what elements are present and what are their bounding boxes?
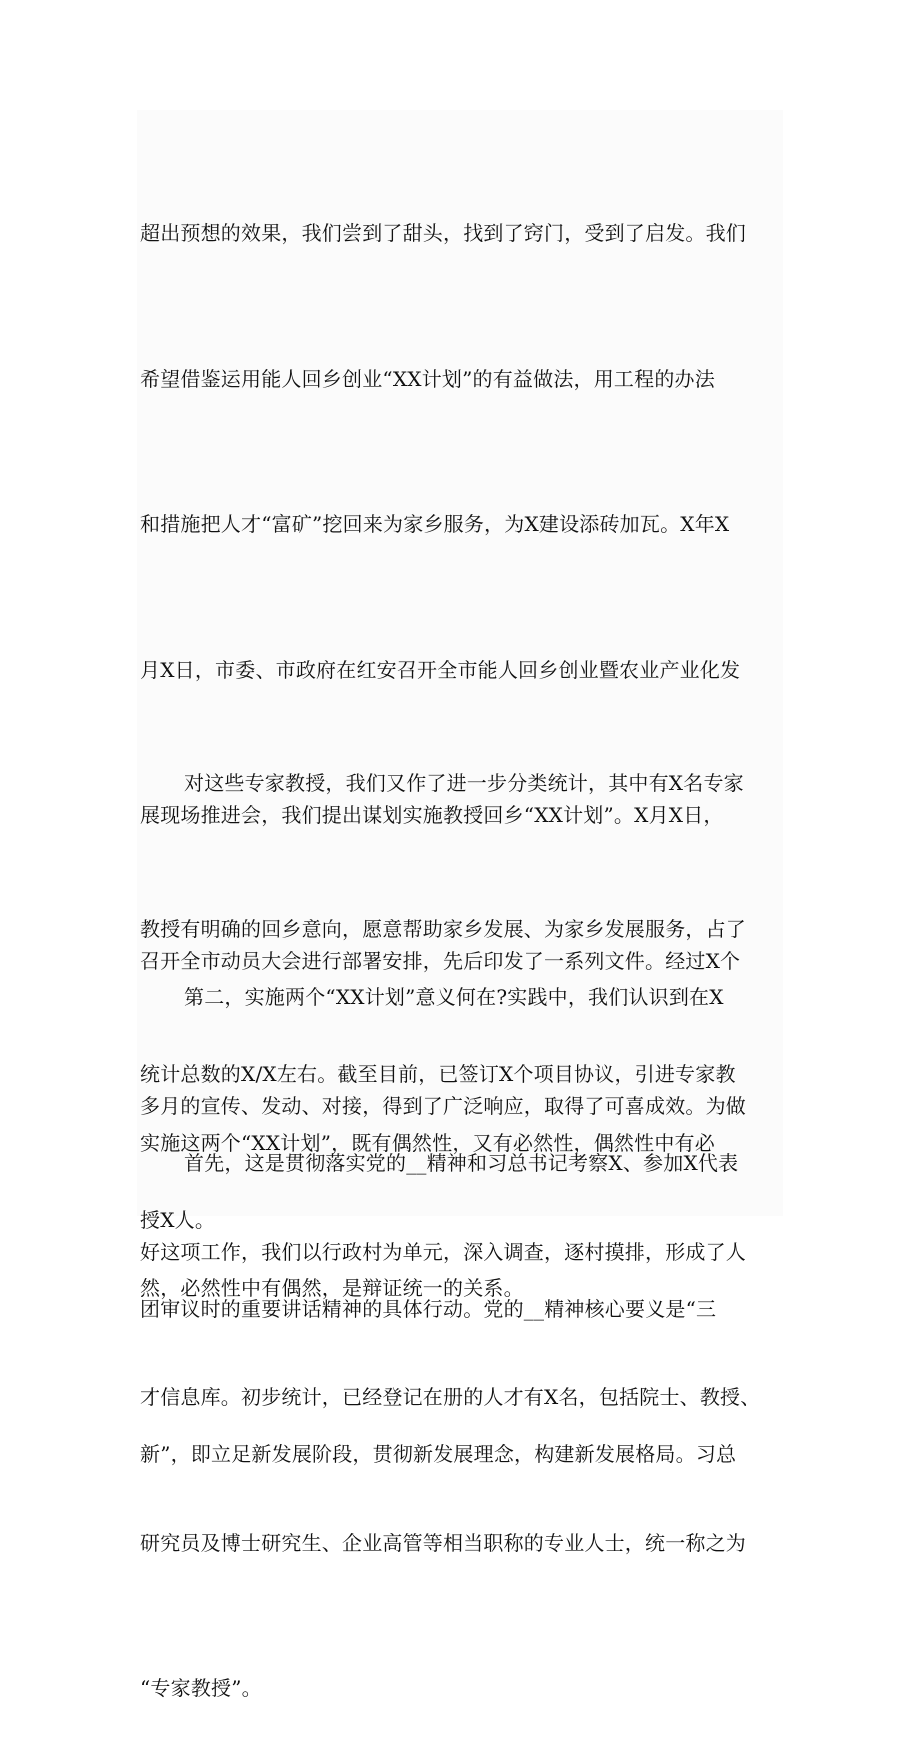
paragraph-line: 和措施把人才“富矿”挖回来为家乡服务，为X建设添砖加瓦。X年X bbox=[140, 512, 730, 536]
paragraph-line: 研究员及博士研究生、企业高管等相当职称的专业人士，统一称之为 bbox=[140, 1530, 746, 1555]
paragraph-line: 希望借鉴运用能人回乡创业“XX计划”的有益做法，用工程的办法 bbox=[140, 366, 715, 391]
paragraph-line: 月X日，市委、市政府在红安召开全市能人回乡创业暨农业产业化发 bbox=[140, 657, 741, 682]
paragraph-line: 授X人。 bbox=[140, 1207, 216, 1232]
paragraph-line: 对这些专家教授，我们又作了进一步分类统计，其中有X名专家 bbox=[184, 771, 744, 795]
paragraph-line: 展现场推进会，我们提出谋划实施教授回乡“XX计划”。X月X日， bbox=[140, 803, 724, 827]
paragraph-line: 首先，这是贯彻落实党的__精神和习总书记考察X、参加X代表 bbox=[184, 1151, 739, 1175]
paragraph-line: 第二，实施两个“XX计划”意义何在?实践中，我们认识到在X bbox=[184, 985, 724, 1009]
paragraph-line: 然，必然性中有偶然，是辩证统一的关系。 bbox=[140, 1276, 524, 1300]
paragraph-line: 教授有明确的回乡意向，愿意帮助家乡发展、为家乡发展服务，占了 bbox=[140, 916, 746, 941]
paragraph-4 bbox=[140, 1042, 788, 1527]
paragraph-line: 多月的宣传、发动、对接，得到了广泛响应，取得了可喜成效。为做 bbox=[140, 1094, 746, 1118]
paragraph-line: 实施这两个“XX计划”，既有偶然性，又有必然性，偶然性中有必 bbox=[140, 1130, 715, 1155]
paragraph-line: 召开全市动员大会进行部署安排，先后印发了一系列文件。经过X个 bbox=[140, 948, 741, 973]
paragraph-line: 新”，即立足新发展阶段，贯彻新发展理念，构建新发展格局。习总 bbox=[140, 1442, 737, 1466]
paragraph-line: 才信息库。初步统计，已经登记在册的人才有X名，包括院士、教授、 bbox=[140, 1385, 761, 1409]
paragraph-line: 好这项工作，我们以行政村为单元，深入调查，逐村摸排，形成了人 bbox=[140, 1239, 746, 1264]
paragraph-line: 团审议时的重要讲话精神的具体行动。党的__精神核心要义是“三 bbox=[140, 1296, 717, 1321]
paragraph-line: 超出预想的效果，我们尝到了甜头，找到了窍门，受到了启发。我们 bbox=[140, 221, 746, 245]
paragraph-line: 统计总数的X/X左右。截至目前，已签订X个项目协议，引进专家教 bbox=[140, 1062, 736, 1086]
paragraph-line: “专家教授”。 bbox=[140, 1676, 262, 1700]
